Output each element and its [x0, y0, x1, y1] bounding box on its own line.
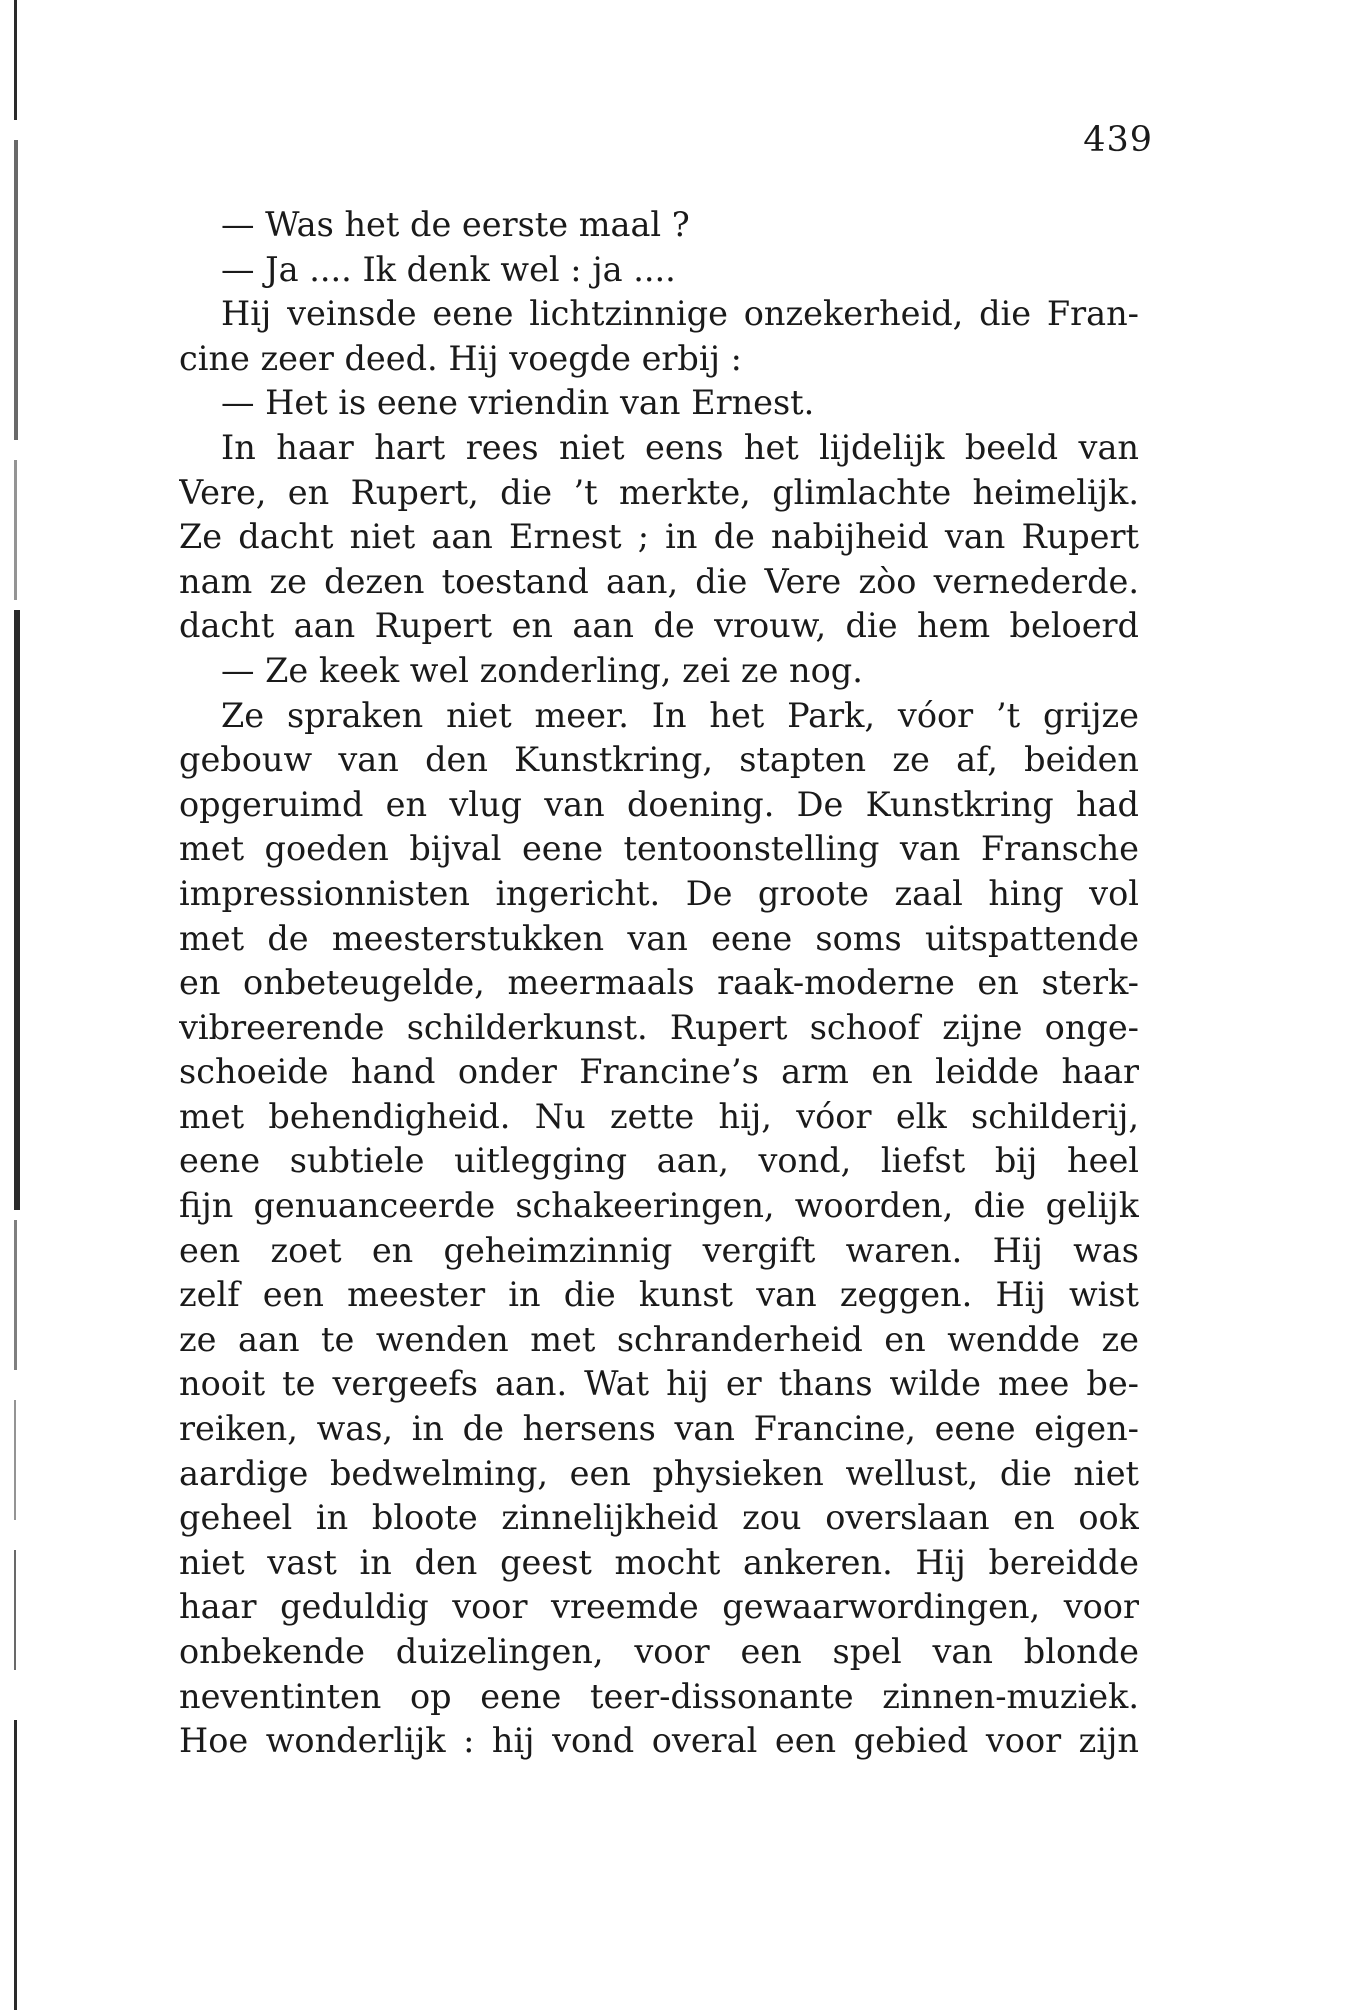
text-line: Ze spraken niet meer. In het Park, vóor ’t grijze [221, 695, 1139, 735]
text-line: neventinten op eene teer-dissonante zinnen-muziek. [179, 1676, 1139, 1716]
text-line: — Ja .... Ik denk wel : ja .... [221, 249, 676, 289]
text-line: nooit te vergeefs aan. Wat hij er thans wilde mee be- [179, 1364, 1139, 1404]
text-line: onbekende duizelingen, voor een spel van blonde [179, 1632, 1139, 1671]
text-line: fijn genuanceerde schakeeringen, woorden, die gelijk [179, 1186, 1139, 1226]
text-line: Vere, en Rupert, die ’t merkte, glimlachte heimelijk. [179, 472, 1139, 512]
text-line: nam ze dezen toestand aan, die Vere zòo vernederde. [179, 561, 1139, 601]
text-line: niet vast in den geest mocht ankeren. Hij bereidde [179, 1542, 1139, 1582]
text-line: haar geduldig voor vreemde gewaarwordingen, voor [179, 1587, 1139, 1627]
text-line: vibreerende schilderkunst. Rupert schoof zijne onge- [179, 1007, 1139, 1047]
text-line: — Ze keek wel zonderling, zei ze nog. [221, 650, 863, 690]
text-line: aardige bedwelming, een physieken wellust, die niet [179, 1453, 1139, 1493]
text-line: ze aan te wenden met schranderheid en wendde ze [179, 1319, 1139, 1359]
text-line: en onbeteugelde, meermaals raak-moderne en sterk- [179, 963, 1139, 1003]
text-line: dacht aan Rupert en aan de vrouw, die hem beloerd [179, 606, 1139, 646]
text-line: geheel in bloote zinnelijkheid zou overslaan en ook [179, 1498, 1139, 1538]
text-line: cine zeer deed. Hij voegde erbij : [179, 338, 742, 378]
text-line: gebouw van den Kunstkring, stapten ze af, beiden [179, 740, 1139, 780]
text-line: met goeden bijval eene tentoonstelling van Fransche [179, 829, 1139, 869]
text-line: met behendigheid. Nu zette hij, vóor elk schilderij, [179, 1096, 1139, 1136]
page-number: 439 [1083, 120, 1153, 160]
text-line: een zoet en geheimzinnig vergift waren. Hij was [179, 1230, 1139, 1270]
text-line: met de meesterstukken van eene soms uitspattende [179, 918, 1139, 958]
scanned-page-edge [14, 0, 28, 2010]
text-line: impressionnisten ingericht. De groote zaal hing vol [179, 873, 1139, 913]
text-line: In haar hart rees niet eens het lijdelijk beeld van [221, 427, 1139, 467]
text-line: Hij veinsde eene lichtzinnige onzekerheid, die Fran- [221, 294, 1139, 334]
text-line: schoeide hand onder Francine’s arm en leidde haar [179, 1052, 1139, 1092]
text-line: eene subtiele uitlegging aan, vond, liefst bij heel [179, 1141, 1139, 1181]
text-line: opgeruimd en vlug van doening. De Kunstkring had [179, 784, 1139, 824]
body-text [179, 203, 1139, 1764]
text-line: reiken, was, in de hersens van Francine, eene eigen- [179, 1409, 1139, 1449]
text-line: — Was het de eerste maal ? [221, 205, 690, 244]
text-line: zelf een meester in die kunst van zeggen. Hij wist [179, 1275, 1139, 1315]
text-line: Hoe wonderlijk : hij vond overal een gebied voor zijn [179, 1721, 1139, 1761]
text-line: Ze dacht niet aan Ernest ; in de nabijheid van Rupert [179, 517, 1139, 557]
text-line: — Het is eene vriendin van Ernest. [221, 383, 815, 423]
